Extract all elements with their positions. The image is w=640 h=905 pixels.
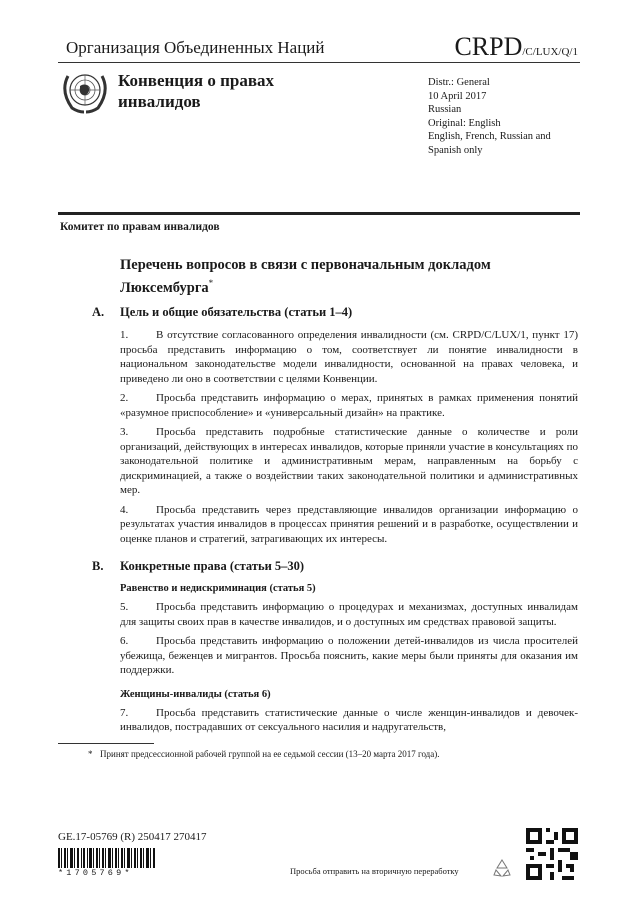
section-title: Конкретные права (статьи 5–30) [120, 559, 305, 573]
para-text: Просьба представить информацию о процедурах и механизмах, доступных инвалидам для защиты своих прав в качестве инвалидов, и о доступных им средствах правовой защиты. [120, 601, 578, 628]
barcode-number: *1705769* [58, 868, 133, 878]
document-title [120, 256, 520, 297]
document-body [88, 304, 578, 760]
para-text: Просьба представить через представляющие инвалидов организации информацию о результатах участия инвалидов в процессах принятия решений и в разработке, осуществлении и оценке планов и стратегий, затрагивающих их интересы. [120, 503, 578, 545]
para-number: 4. [120, 503, 129, 516]
document-symbol [454, 32, 578, 62]
para-text: Просьба представить информацию о мерах, принятых в рамках применения понятий «разумное приспособление» и «универсальный дизайн» на практике. [120, 392, 578, 419]
footnote-ref[interactable]: * [208, 278, 214, 288]
footnote-text: Принят предсессионной рабочей группой на ее седьмой сессии (13–20 марта 2017 года). [100, 748, 440, 759]
paragraph-2 [120, 391, 578, 420]
languages-only-line: English, French, Russian and Spanish only [428, 131, 551, 156]
un-emblem-icon [60, 68, 110, 114]
organization-name: Организация Объединенных Наций [66, 38, 325, 57]
recycle-icon [492, 858, 512, 878]
footnote-rule [58, 743, 154, 744]
section-a-heading [92, 304, 578, 321]
paragraph-3 [120, 425, 578, 498]
para-number: 2. [120, 392, 129, 404]
para-number: 6. [120, 635, 129, 647]
committee-name: Комитет по правам инвалидов [60, 221, 220, 233]
para-number: 7. [120, 706, 129, 719]
recycle-text: Просьба отправить на вторичную переработку [290, 866, 459, 876]
para-text: Просьба представить подробные статистические данные о количестве и роли организаций, действующих в интересах инвалидов, которые приняли участие в консультациях по законодательной политике и административным мерам, направленным на борьбу с дискриминацией, а также о воздействии таких законодательной политики и административных мер. [120, 426, 578, 496]
symbol-sub: /C/LUX/Q/1 [522, 46, 578, 58]
header-rule [58, 62, 580, 63]
original-line: Original: English [428, 117, 501, 129]
distribution-info [428, 76, 578, 157]
job-number: GE.17-05769 (R) 250417 270417 [58, 831, 207, 843]
section-letter: A. [92, 305, 105, 319]
paragraph-7 [120, 706, 578, 735]
paragraph-5 [120, 600, 578, 629]
para-number: 5. [120, 601, 129, 613]
para-text: В отсутствие согласованного определения инвалидности (см. CRPD/C/LUX/1, пункт 17) просьба представить информацию о том, соответствует ли понятие инвалидности в национальном законодательстве модели инвалидности, основанной на правах человека, и приведено ли оно в соответствии с целями Конвенции. [120, 329, 578, 385]
para-text: Просьба представить информацию о положении детей-инвалидов из числа просителей убежища, беженцев и мигрантов. Просьба пояснить, какие меры были приняты для оказания им поддержки. [120, 635, 578, 676]
date-line: 10 April 2017 [428, 90, 487, 102]
qr-code-icon [526, 828, 578, 880]
document-title-text: Перечень вопросов в связи с первоначальным докладом Люксембурга [120, 257, 491, 296]
distr-line: Distr.: General [428, 77, 490, 88]
subsection-heading: Равенство и недискриминация (статья 5) [120, 583, 316, 594]
para-number: 3. [120, 426, 129, 438]
treaty-body-title: Конвенция о правах инвалидов [118, 71, 275, 111]
paragraph-6 [120, 634, 578, 678]
section-letter: B. [92, 559, 104, 573]
barcode-icon [58, 848, 156, 868]
section-title: Цель и общие обязательства (статьи 1–4) [120, 305, 353, 319]
para-number: 1. [120, 329, 129, 341]
paragraph-4 [120, 503, 578, 547]
subsection-heading: Женщины-инвалиды (статья 6) [120, 688, 271, 700]
paragraph-1 [120, 328, 578, 386]
footnote-mark: * [88, 748, 93, 759]
para-text: Просьба представить статистические данные о числе женщин-инвалидов и девочек-инвалидов, пострадавших от сексуального насилия и надругательств, [120, 706, 578, 733]
section-b-heading [92, 558, 578, 575]
language-line: Russian [428, 104, 462, 115]
symbol-main: CRPD [454, 32, 523, 61]
footnote [88, 748, 480, 760]
thick-rule [58, 212, 580, 215]
